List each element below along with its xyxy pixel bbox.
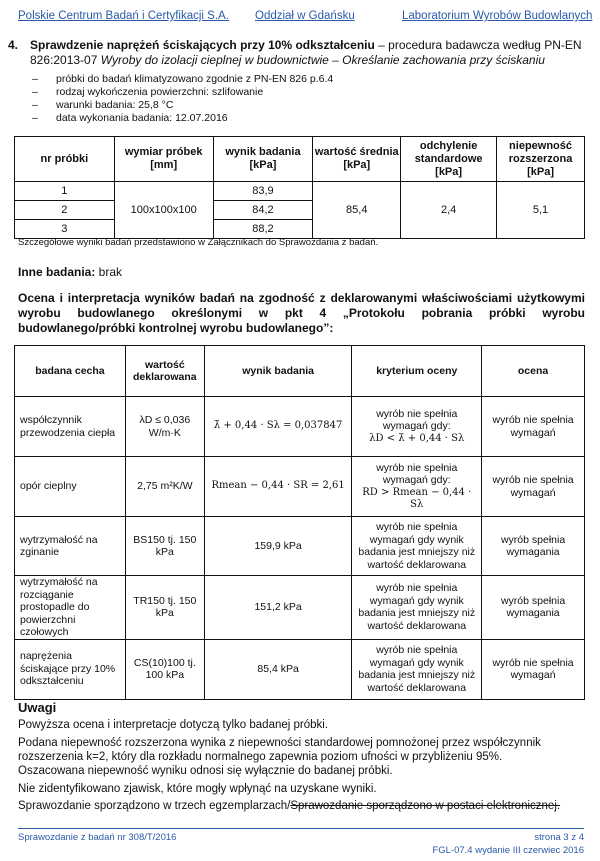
column-header: wartość deklarowana — [125, 346, 204, 397]
other-tests-label: Inne badania: — [18, 265, 96, 279]
table-row — [15, 397, 585, 457]
test-result: λ̄ + 0,44 · Sλ = 0,037847 — [204, 397, 352, 457]
remark-1: Powyższa ocena i interpretacje dotyczą tylko badanej próbki. — [18, 719, 329, 731]
assessment: wyrób spełnia wymagania — [482, 517, 585, 576]
section-title — [30, 38, 588, 68]
section-title-italic: Wyroby do izolacji cieplnej w budownictwie – Określanie zachowania przy ściskaniu — [100, 53, 545, 67]
declared-value: 2,75 m²K/W — [125, 457, 204, 517]
footer-form-code: FGL-07.4 wydanie III czerwiec 2016 — [432, 845, 584, 856]
test-result: Rmean − 0,44 · SR = 2,61 — [204, 457, 352, 517]
criterion-text: wyrób nie spełnia wymagań gdy: — [376, 407, 458, 433]
table-header-row — [15, 346, 585, 397]
criterion — [352, 397, 482, 457]
remarks-title: Uwagi — [18, 700, 57, 715]
sample-result: 83,9 — [213, 182, 313, 201]
bullet-item: – rodzaj wykończenia powierzchni: szlifowanie — [32, 86, 552, 99]
criterion-formula: RD > Rmean − 0,44 · Sλ — [362, 486, 472, 510]
section-bullets — [32, 73, 552, 125]
property-name: wytrzymałość na zginanie — [15, 517, 126, 576]
column-header: kryterium oceny — [352, 346, 482, 397]
test-result: 159,9 kPa — [204, 517, 352, 576]
column-header: wartość średnia [kPa] — [313, 137, 401, 182]
test-result: 85,4 kPa — [204, 639, 352, 699]
remark-2: Podana niepewność rozszerzona wynika z niepewności standardowej pomnożonej przez współczynnik rozszerzenia k=2, który dla rozkładu normalnego zapewnia poziom ufności w przybliżeniu 95%. — [18, 737, 541, 763]
sample-number: 1 — [15, 182, 115, 201]
criterion-text: wyrób nie spełnia wymagań gdy wynik badania jest mniejszy niż wartość deklarowana — [352, 576, 482, 640]
declared-value: CS(10)100 tj. 100 kPa — [125, 639, 204, 699]
remark-5 — [18, 799, 585, 813]
criterion-text: wyrób nie spełnia wymagań gdy wynik badania jest mniejszy niż wartość deklarowana — [352, 639, 482, 699]
bullet-item: – data wykonania badania: 12.07.2016 — [32, 112, 552, 125]
property-name: opór cieplny — [15, 457, 126, 517]
column-header: wymiar próbek [mm] — [114, 137, 213, 182]
assessment: wyrób nie spełnia wymagań — [482, 397, 585, 457]
footer-divider — [18, 828, 584, 829]
sample-number: 3 — [15, 220, 115, 239]
uncertainty-value: 5,1 — [497, 182, 585, 239]
section-number: 4. — [8, 38, 19, 52]
column-header: nr próbki — [15, 137, 115, 182]
table-header-row — [15, 137, 585, 182]
section-title-bold: Sprawdzenie naprężeń ściskających przy 10% odkształceniu — [30, 38, 375, 52]
assessment: wyrób nie spełnia wymagań — [482, 457, 585, 517]
property-name: współczynnik przewodzenia ciepła — [15, 397, 126, 457]
mean-value: 85,4 — [313, 182, 401, 239]
remark-3: Oszacowana niepewność wyniku odnosi się wyłącznie do badanej próbki. — [18, 765, 393, 777]
results-table — [14, 136, 585, 239]
page-header — [0, 10, 600, 26]
sample-number: 2 — [15, 201, 115, 220]
column-header: wynik badania — [204, 346, 352, 397]
remark-4: Nie zidentyfikowano zjawisk, które mogły wpłynąć na uzyskane wyniki. — [18, 783, 377, 795]
assessment: wyrób nie spełnia wymagań — [482, 639, 585, 699]
column-header: wynik badania [kPa] — [213, 137, 313, 182]
sample-result: 88,2 — [213, 220, 313, 239]
header-lab: Laboratorium Wyrobów Budowlanych — [402, 10, 593, 22]
other-tests — [18, 265, 122, 279]
other-tests-value: brak — [95, 265, 123, 279]
property-name: naprężenia ściskające przy 10% odkształceniu — [15, 639, 126, 699]
table-row — [15, 576, 585, 640]
stddev-value: 2,4 — [401, 182, 497, 239]
property-name: wytrzymałość na rozciąganie prostopadle do powierzchni czołowych — [15, 576, 126, 640]
column-header: odchylenie standardowe [kPa] — [401, 137, 497, 182]
assessment: wyrób spełnia wymagania — [482, 576, 585, 640]
footer-report-number: Sprawozdanie z badań nr 308/T/2016 — [18, 832, 177, 843]
bullet-item: – próbki do badań klimatyzowano zgodnie z PN-EN 826 p.6.4 — [32, 73, 552, 86]
criterion-formula: λD < λ̄ + 0,44 · Sλ — [369, 432, 465, 444]
remark-5-text: Sprawozdanie sporządzono w trzech egzemplarzach/ — [18, 800, 291, 812]
table-row — [15, 639, 585, 699]
column-header: badana cecha — [15, 346, 126, 397]
column-header: niepewność rozszerzona [kPa] — [497, 137, 585, 182]
remark-5-struck: Sprawozdanie sporządzono w postaci elektronicznej. — [290, 800, 561, 812]
column-header: ocena — [482, 346, 585, 397]
sample-result: 84,2 — [213, 201, 313, 220]
header-branch: Oddział w Gdańsku — [255, 10, 355, 22]
sample-dimension: 100x100x100 — [114, 182, 213, 239]
test-result: 151,2 kPa — [204, 576, 352, 640]
table-row — [15, 182, 585, 201]
table-note: Szczegółowe wyniki badań przedstawiono w Załącznikach do Sprawozdania z badań. — [18, 237, 379, 248]
criterion-text: wyrób nie spełnia wymagań gdy wynik badania jest mniejszy niż wartość deklarowana — [352, 517, 482, 576]
evaluation-heading: Ocena i interpretacja wyników badań na zgodność z deklarowanymi właściwościami użytkowymi wyrobu budowlanego określonymi w pkt 4 „Protokołu pobrania próbki wyrobu budowlanego/próbki kontrolnej wyrobu budowlanego”: — [18, 291, 585, 335]
header-company: Polskie Centrum Badań i Certyfikacji S.A. — [18, 10, 229, 22]
criterion — [352, 457, 482, 517]
criterion-text: wyrób nie spełnia wymagań gdy: — [376, 461, 458, 486]
table-row — [15, 517, 585, 576]
evaluation-table — [14, 345, 585, 700]
section-4 — [8, 38, 588, 68]
table-row — [15, 457, 585, 517]
declared-value: λD ≤ 0,036 W/m·K — [125, 397, 204, 457]
declared-value: BS150 tj. 150 kPa — [125, 517, 204, 576]
footer-page-number: strona 3 z 4 — [534, 832, 584, 843]
bullet-item: – warunki badania: 25,8 °C — [32, 99, 552, 112]
section-title-rest: – procedura badawcza według PN-EN 826:2013-07 — [30, 38, 582, 67]
declared-value: TR150 tj. 150 kPa — [125, 576, 204, 640]
